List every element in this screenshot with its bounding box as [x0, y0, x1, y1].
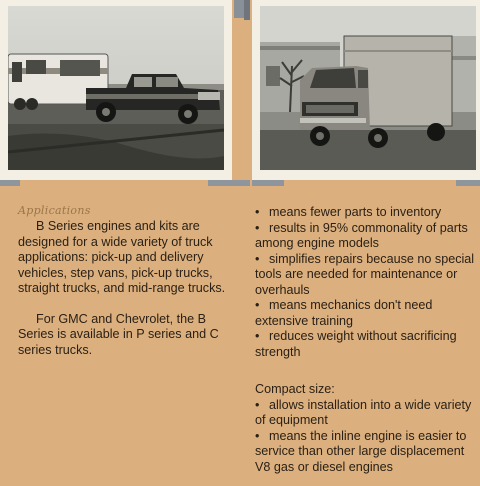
step-van-photo [260, 6, 476, 170]
rule-left-long [208, 180, 250, 186]
compact-size-list [255, 398, 475, 476]
list-item: • allows installation into a wide variety of equipment [255, 397, 472, 427]
list-item: • means the inline engine is easier to service than other large displacement V8 gas or diesel engines [255, 428, 467, 474]
left-column [18, 204, 238, 358]
applications-paragraph-1: B Series engines and kits are designed for a wide variety of truck applications: pick-up and delivery vehicles, step vans, pick-up trucks, straight trucks, and mid-range trucks. [18, 219, 226, 295]
list-item: • results in 95% commonality of parts among engine models [255, 220, 468, 250]
list-item: • means fewer parts to inventory [255, 205, 442, 219]
photo-frame-right [252, 0, 480, 180]
compact-size-subheading: Compact size: [255, 382, 335, 396]
applications-paragraph-2: For GMC and Chevrolet, the B Series is available in P series and C series trucks. [18, 311, 219, 357]
camper-and-pickup-image [8, 6, 224, 170]
list-item: • reduces weight without sacrificing strength [255, 329, 457, 359]
applications-heading: Applications [18, 204, 91, 217]
rule-left-short [0, 180, 20, 186]
camper-and-pickup-photo [8, 6, 224, 170]
step-van-image [260, 6, 476, 170]
benefits-list [255, 205, 475, 360]
top-divider-bar-dark [244, 0, 250, 20]
photo-frame-left [0, 0, 232, 180]
list-item: • means mechanics don't need extensive training [255, 298, 433, 328]
right-column [255, 205, 475, 475]
rule-right-short [252, 180, 284, 186]
list-item: • simplifies repairs because no special tools are needed for maintenance or overhauls [255, 251, 475, 297]
rule-right-end [456, 180, 480, 186]
